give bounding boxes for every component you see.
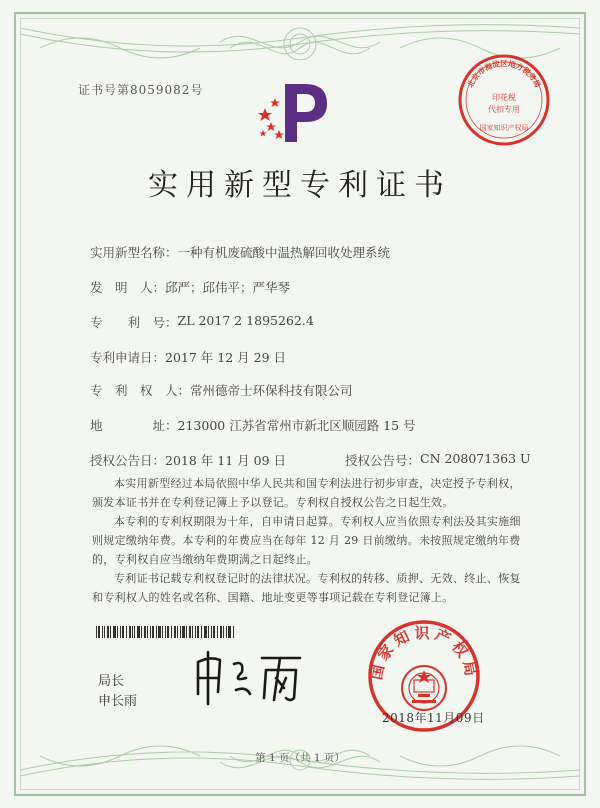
field-label: 地 址： <box>90 418 178 433</box>
field-label: 授权公告号： <box>345 453 421 468</box>
field-value: 2018 年 11 月 09 日 <box>165 453 287 468</box>
svg-text:国家知识产权局: 国家知识产权局 <box>367 624 481 682</box>
field-grant-date <box>90 451 286 469</box>
field-label: 发 明 人： <box>90 280 166 295</box>
field-label: 授权公告日： <box>90 453 166 468</box>
svg-text:代扣专用: 代扣专用 <box>488 105 520 114</box>
field-grant-pubno <box>345 451 531 469</box>
page-title: 实用新型专利证书 <box>148 168 452 203</box>
field-value: 一种有机废硫酸中温热解回收处理系统 <box>177 245 391 260</box>
svg-text:国家知识产权局: 国家知识产权局 <box>479 124 529 132</box>
field-value: 213000 江苏省常州市新北区顺园路 15 号 <box>177 418 416 433</box>
paragraph-grant: 本实用新型经过本局依照中华人民共和国专利法进行初步审查，决定授予专利权，颁发本证书并在专利登记簿上予以登记。专利权自授权公告之日起生效。 <box>92 477 521 509</box>
paragraph-record: 专利证书记载专利权登记时的法律状况。专利权的转移、质押、无效、终止、恢复和专利权人的姓名或名称、国籍、地址变更等事项记载在专利登记簿上。 <box>92 572 521 604</box>
field-value: 常州德帝士环保科技有限公司 <box>190 383 353 398</box>
field-filing-date <box>90 348 286 366</box>
handwritten-signature <box>192 648 312 708</box>
signatory-title: 局长 <box>98 674 125 689</box>
signatory-name: 申长雨 <box>98 694 138 709</box>
field-label: 专 利 权 人： <box>90 383 191 398</box>
certificate-number: 证书号第8059082号 <box>78 83 204 97</box>
svg-text:北京市海淀区地方税务局: 北京市海淀区地方税务局 <box>465 59 543 90</box>
seal-date: 2018年11月09日 <box>382 711 485 725</box>
tax-seal-icon <box>456 52 552 148</box>
field-value: CN 208071363 U <box>420 451 531 466</box>
barcode <box>96 626 236 638</box>
page-number: 第 1 页（共 1 页） <box>255 752 345 764</box>
field-value: 2017 年 12 月 29 日 <box>165 350 287 365</box>
field-value: 邱严；邱伟平；严华琴 <box>165 280 291 295</box>
field-patentee <box>90 381 353 399</box>
field-label: 专利申请日： <box>90 350 166 365</box>
field-value: ZL 2017 2 1895262.4 <box>177 313 314 328</box>
field-label: 实用新型名称： <box>90 245 178 260</box>
field-address <box>90 416 416 434</box>
patent-office-emblem-icon <box>253 78 333 148</box>
field-inventors <box>90 278 290 296</box>
field-label: 专 利 号： <box>90 315 178 330</box>
svg-text:印花税: 印花税 <box>492 93 516 102</box>
field-utility-name <box>90 243 390 261</box>
paragraph-term: 本专利的专利权期限为十年，自申请日起算。专利权人应当依照专利法及其实施细则规定缴纳年费。本专利的年费应当在每年 12 月 29 日前缴纳。未按照规定缴纳年费的，专利权自应当缴纳年费期满之日起终止。 <box>92 515 521 566</box>
field-patent-number <box>90 313 314 331</box>
